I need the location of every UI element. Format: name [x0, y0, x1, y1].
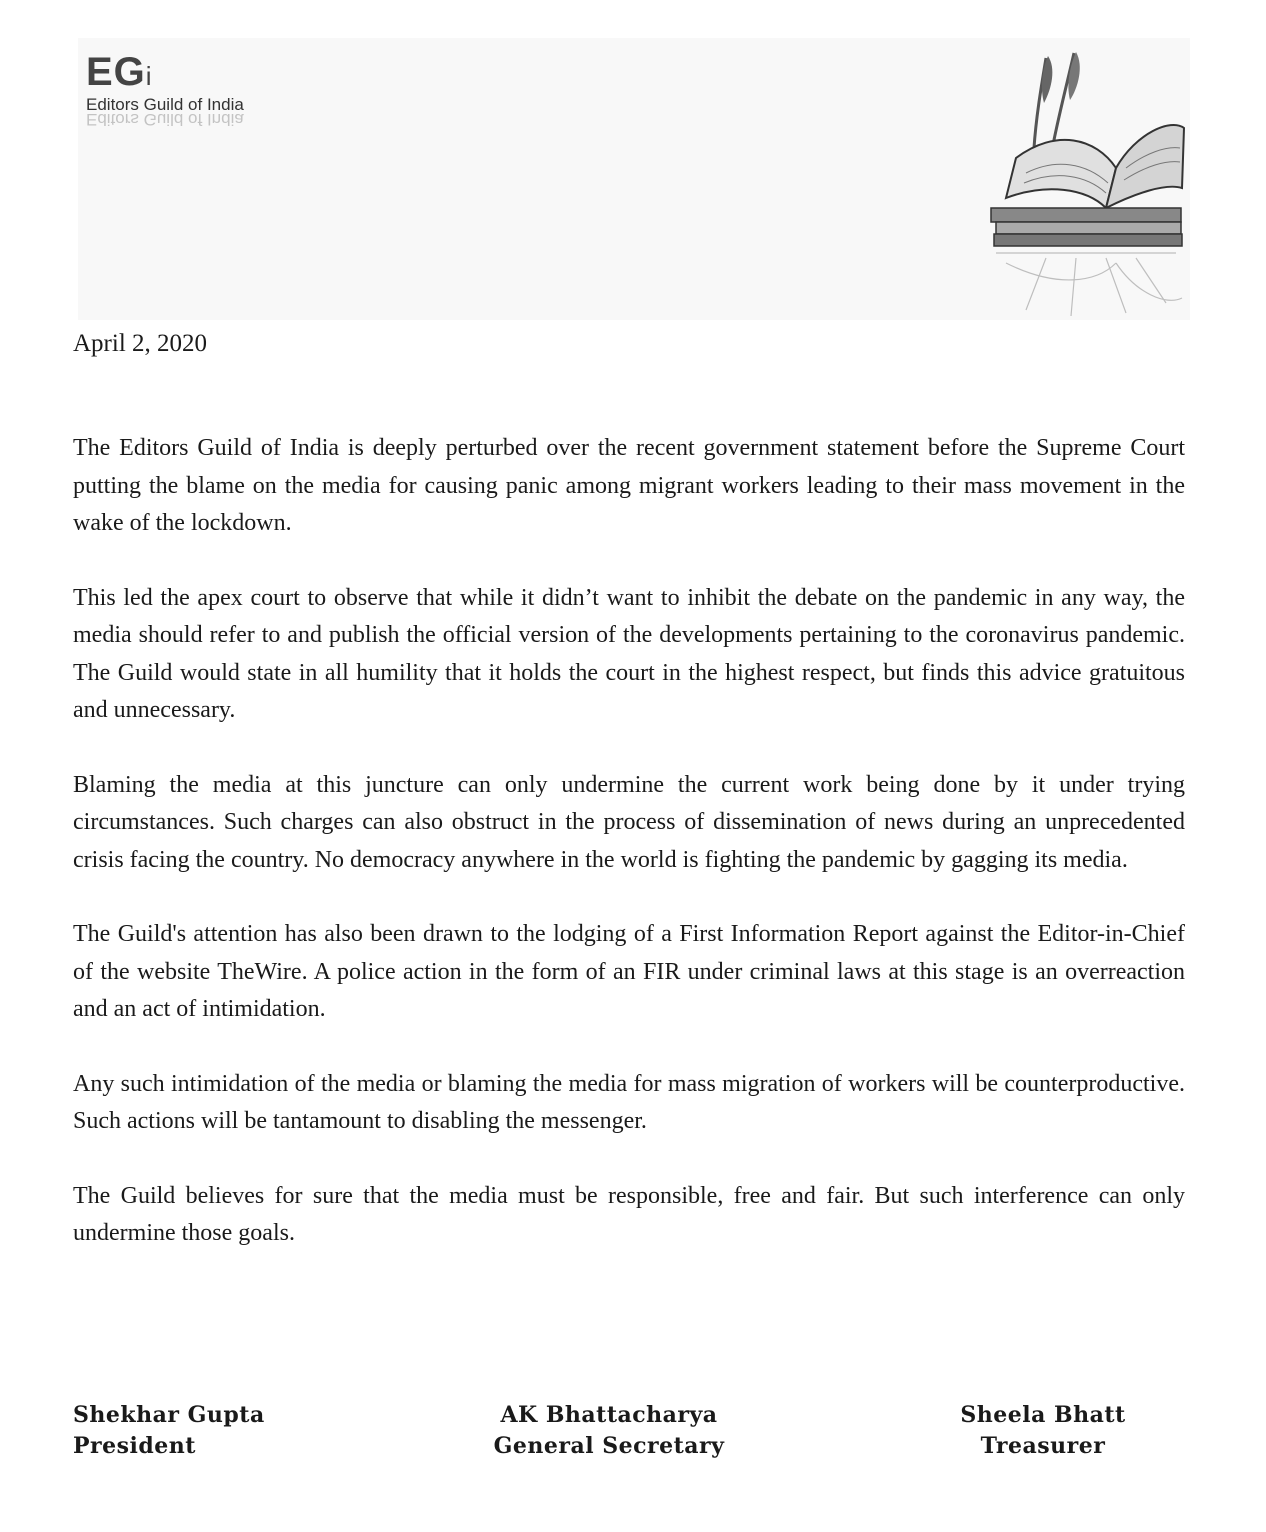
letter-date: April 2, 2020 — [73, 330, 208, 357]
signatory-title: President — [73, 1433, 196, 1459]
signatory-name: AK Bhattacharya — [500, 1402, 718, 1428]
signatory-title: Treasurer — [980, 1433, 1106, 1459]
paragraph: Any such intimidation of the media or blaming the media for mass migration of workers will be counterproductive. Such actions will be tantamount to disabling the messenger. — [73, 1070, 1185, 1134]
signatory-treasurer — [943, 1400, 1143, 1462]
paragraph: Blaming the media at this juncture can only undermine the current work being done by it under trying circumstances. Such charges can also obstruct in the process of dissemination of news during an unprecedented crisis facing the country. No democracy anywhere in the world is fighting the pandemic by gagging its media. — [73, 771, 1185, 873]
paragraph: The Guild believes for sure that the media must be responsible, free and fair. But such interference can only undermine those goals. — [73, 1182, 1185, 1246]
egi-logo — [86, 50, 244, 129]
open-book-quill-icon — [986, 48, 1186, 320]
paragraph: This led the apex court to observe that while it didn’t want to inhibit the debate on the pandemic in any way, the media should refer to and publish the official version of the developments pertaining to the coronavirus pandemic. The Guild would state in all humility that it holds the court in the highest respect, but finds this advice gratuitous and unnecessary. — [73, 584, 1185, 723]
letter-body — [73, 430, 1185, 1290]
signatory-title: General Secretary — [493, 1433, 725, 1459]
paragraph: The Editors Guild of India is deeply perturbed over the recent government statement before the Supreme Court putting the blame on the media for causing panic among migrant workers leading to their mass movement in the wake of the lockdown. — [73, 435, 1185, 536]
logo-name-reflection: Editors Guild of India — [86, 110, 244, 129]
paragraph: The Guild's attention has also been drawn to the lodging of a First Information Report against the Editor-in-Chief of the website TheWire. A police action in the form of an FIR under criminal laws at this stage is an overreaction and an act of intimidation. — [73, 921, 1185, 1022]
logo-mark: EGi — [86, 50, 153, 94]
signatory-general-secretary — [493, 1400, 725, 1462]
signatory-name: Shekhar Gupta — [73, 1402, 265, 1428]
signatory-president — [73, 1400, 265, 1462]
signatory-name: Sheela Bhatt — [960, 1402, 1126, 1428]
logo-name: Editors Guild of India — [86, 95, 244, 114]
